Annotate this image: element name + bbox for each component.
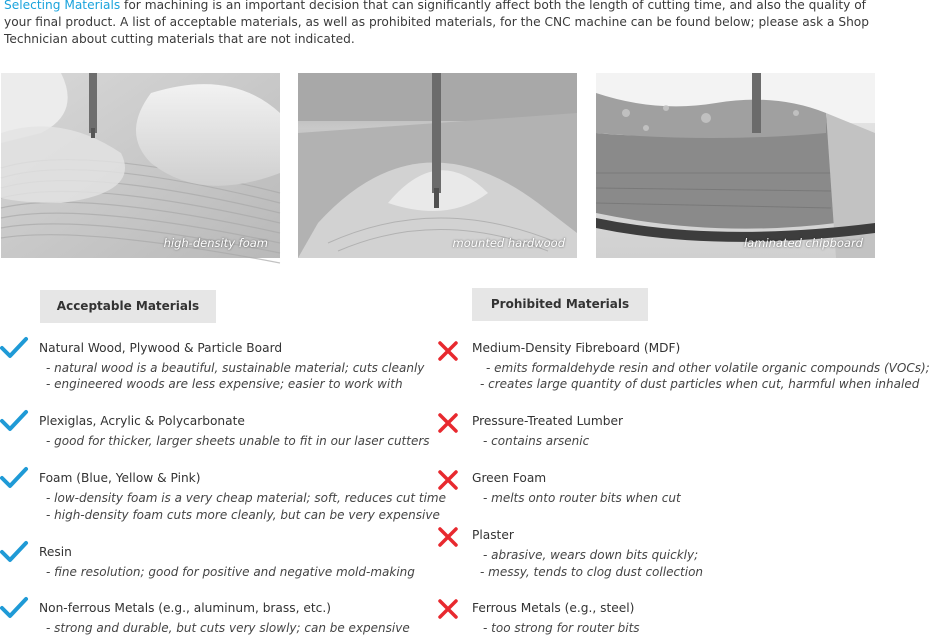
acceptable-item-title: Resin [39, 545, 72, 559]
acceptable-item-title: Foam (Blue, Yellow & Pink) [39, 471, 201, 485]
checkmark-icon [0, 597, 28, 623]
acceptable-item-title: Natural Wood, Plywood & Particle Board [39, 341, 283, 355]
prohibited-item-title: Medium-Density Fibreboard (MDF) [472, 341, 681, 355]
checkmark-icon [0, 541, 28, 567]
prohibited-item-note: - emits formaldehyde resin and other volatile organic compounds (VOCs); [486, 361, 930, 375]
cross-icon [437, 598, 459, 624]
intro-body: for machining is an important decision that can significantly affect both the length of cutting time, and also the quality of your final product. A list of acceptable materials, as well as prohibited materials, for the CNC machine can be found below; please ask a Shop Technician about cutting materials that are not indicated. [4, 0, 869, 46]
acceptable-item-title: Non-ferrous Metals (e.g., aluminum, brass, etc.) [39, 601, 331, 615]
intro-paragraph [4, 0, 872, 48]
acceptable-item-note: - engineered woods are less expensive; easier to work with [46, 377, 403, 391]
prohibited-item-note: - abrasive, wears down bits quickly; [483, 548, 699, 562]
acceptable-item-note: - high-density foam cuts more cleanly, but can be very expensive [46, 508, 440, 522]
acceptable-item-note: - natural wood is a beautiful, sustainable material; cuts cleanly [46, 361, 425, 375]
cross-icon [437, 469, 459, 495]
prohibited-item-title: Plaster [472, 528, 514, 542]
acceptable-item-note: - strong and durable, but cuts very slowly; can be expensive [46, 621, 410, 635]
prohibited-item-note: - messy, tends to clog dust collection [480, 565, 704, 579]
photo-mounted-hardwood [298, 73, 577, 258]
checkmark-icon [0, 467, 28, 493]
prohibited-item-title: Green Foam [472, 471, 547, 485]
acceptable-item-note: - good for thicker, larger sheets unable to fit in our laser cutters [46, 434, 430, 448]
caption-mounted-hardwood: mounted hardwood [452, 236, 565, 250]
prohibited-item-note: - too strong for router bits [483, 621, 640, 635]
prohibited-item-title: Ferrous Metals (e.g., steel) [472, 601, 635, 615]
caption-laminated-chipboard: laminated chipboard [743, 236, 863, 250]
prohibited-materials-header: Prohibited Materials [472, 288, 648, 321]
selecting-materials-link[interactable]: Selecting Materials [4, 0, 121, 12]
cross-icon [437, 526, 459, 552]
acceptable-materials-header: Acceptable Materials [40, 290, 216, 323]
acceptable-item-title: Plexiglas, Acrylic & Polycarbonate [39, 414, 245, 428]
photo-laminated-chipboard [596, 73, 875, 258]
prohibited-item-title: Pressure-Treated Lumber [472, 414, 623, 428]
checkmark-icon [0, 410, 28, 436]
prohibited-item-note: - contains arsenic [483, 434, 590, 448]
prohibited-item-note: - melts onto router bits when cut [483, 491, 681, 505]
caption-high-density-foam: high-density foam [163, 236, 268, 250]
checkmark-icon [0, 337, 28, 363]
photo-high-density-foam [1, 73, 280, 258]
cross-icon [437, 412, 459, 438]
acceptable-item-note: - low-density foam is a very cheap material; soft, reduces cut time [46, 491, 446, 505]
cross-icon [437, 340, 459, 366]
acceptable-item-note: - fine resolution; good for positive and negative mold-making [46, 565, 415, 579]
prohibited-item-note: - creates large quantity of dust particles when cut, harmful when inhaled [480, 377, 920, 391]
